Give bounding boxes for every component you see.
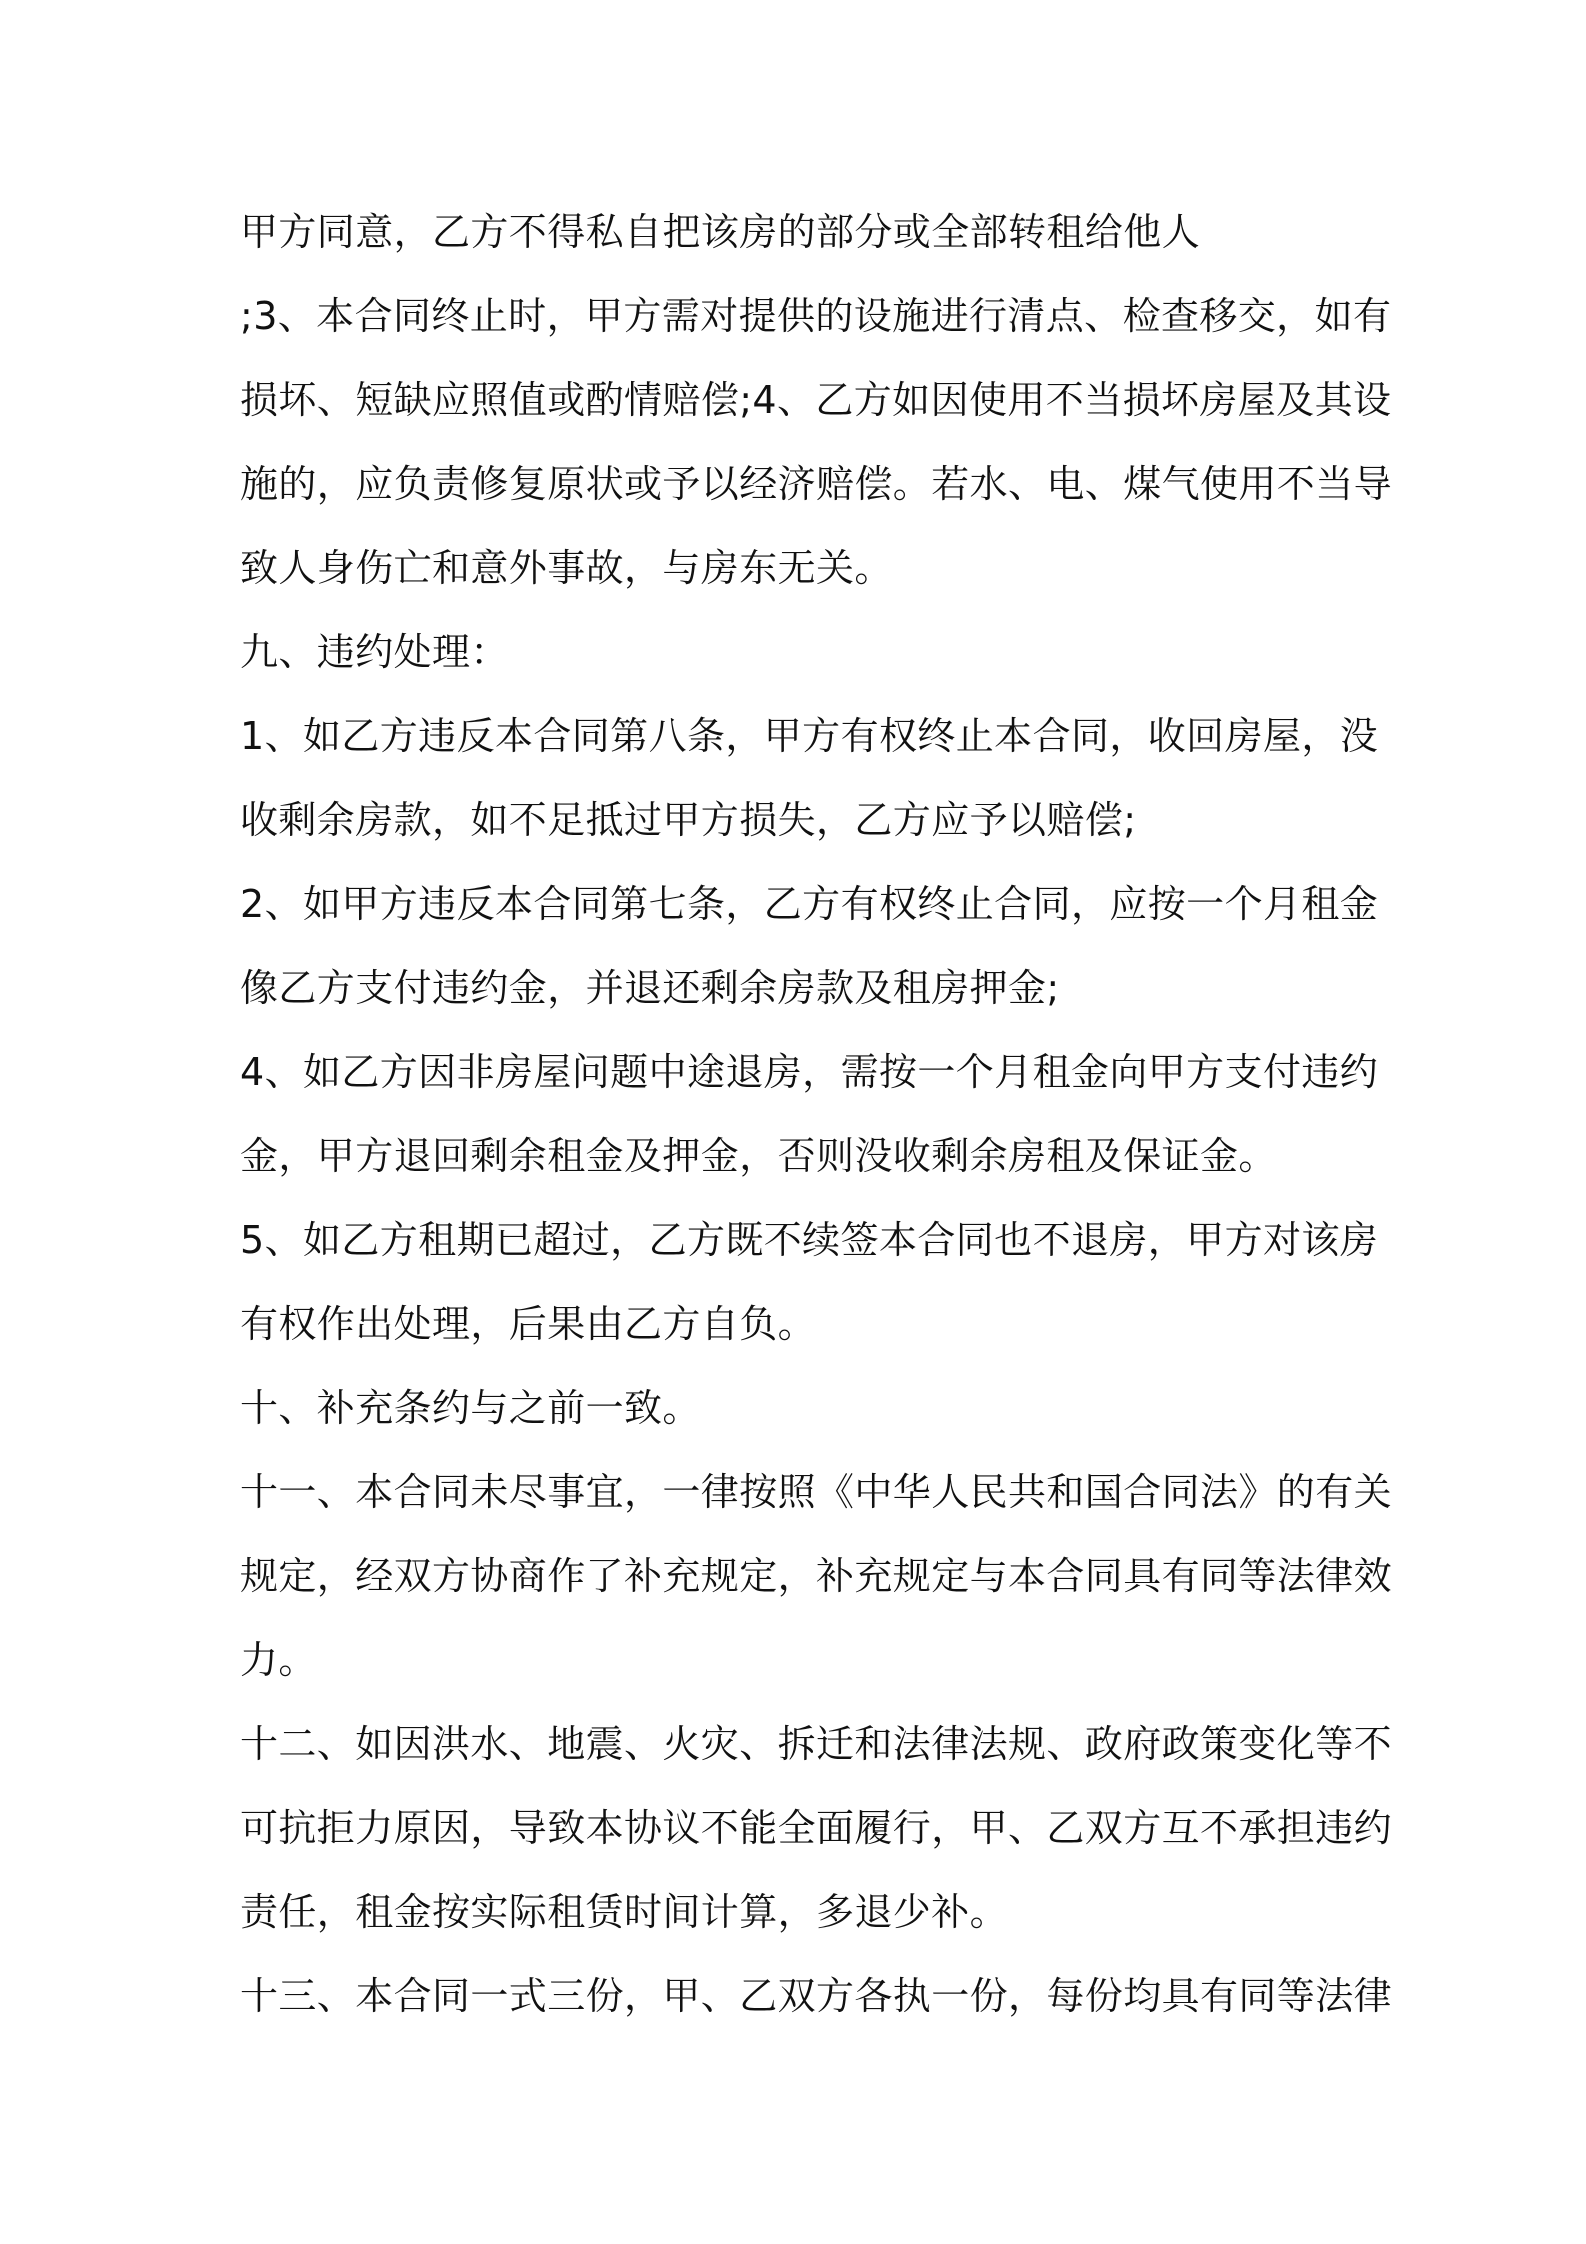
text-line: 损坏、短缺应照值或酌情赔偿;4、乙方如因使用不当损坏房屋及其设 [240,378,1392,422]
text-line: 5、如乙方租期已超过，乙方既不续签本合同也不退房，甲方对该房 [240,1218,1379,1262]
text-line: 责任，租金按实际租赁时间计算，多退少补。 [240,1890,1009,1934]
text-line: 1、如乙方违反本合同第八条，甲方有权终止本合同，收回房屋，没 [240,714,1379,758]
text-line: 致人身伤亡和意外事故，与房东无关。 [240,546,893,590]
text-line: 力。 [240,1638,317,1682]
text-line: 金，甲方退回剩余租金及押金，否则没收剩余房租及保证金。 [240,1134,1277,1178]
section-heading: 九、违约处理： [240,630,509,674]
text-line: 施的，应负责修复原状或予以经济赔偿。若水、电、煤气使用不当导 [240,462,1393,506]
text-line: 4、如乙方因非房屋问题中途退房，需按一个月租金向甲方支付违约 [240,1050,1379,1094]
text-line: 像乙方支付违约金，并退还剩余房款及租房押金; [240,966,1060,1010]
text-line: 规定，经双方协商作了补充规定，补充规定与本合同具有同等法律效 [240,1554,1393,1598]
section-heading: 十、补充条约与之前一致。 [240,1386,701,1430]
text-line: 2、如甲方违反本合同第七条，乙方有权终止合同，应按一个月租金 [240,882,1379,926]
text-line: 可抗拒力原因，导致本协议不能全面履行，甲、乙双方互不承担违约 [240,1806,1393,1850]
text-line: 收剩余房款，如不足抵过甲方损失，乙方应予以赔偿; [240,798,1137,842]
text-line: 十三、本合同一式三份，甲、乙双方各执一份，每份均具有同等法律 [240,1974,1393,2018]
text-line: 十一、本合同未尽事宜，一律按照《中华人民共和国合同法》的有关 [240,1470,1393,1514]
text-line: 甲方同意，乙方不得私自把该房的部分或全部转租给他人 [240,210,1201,254]
text-line: 十二、如因洪水、地震、火灾、拆迁和法律法规、政府政策变化等不 [240,1722,1393,1766]
text-line: ;3、本合同终止时，甲方需对提供的设施进行清点、检查移交，如有 [240,294,1392,338]
text-line: 有权作出处理，后果由乙方自负。 [240,1302,817,1346]
